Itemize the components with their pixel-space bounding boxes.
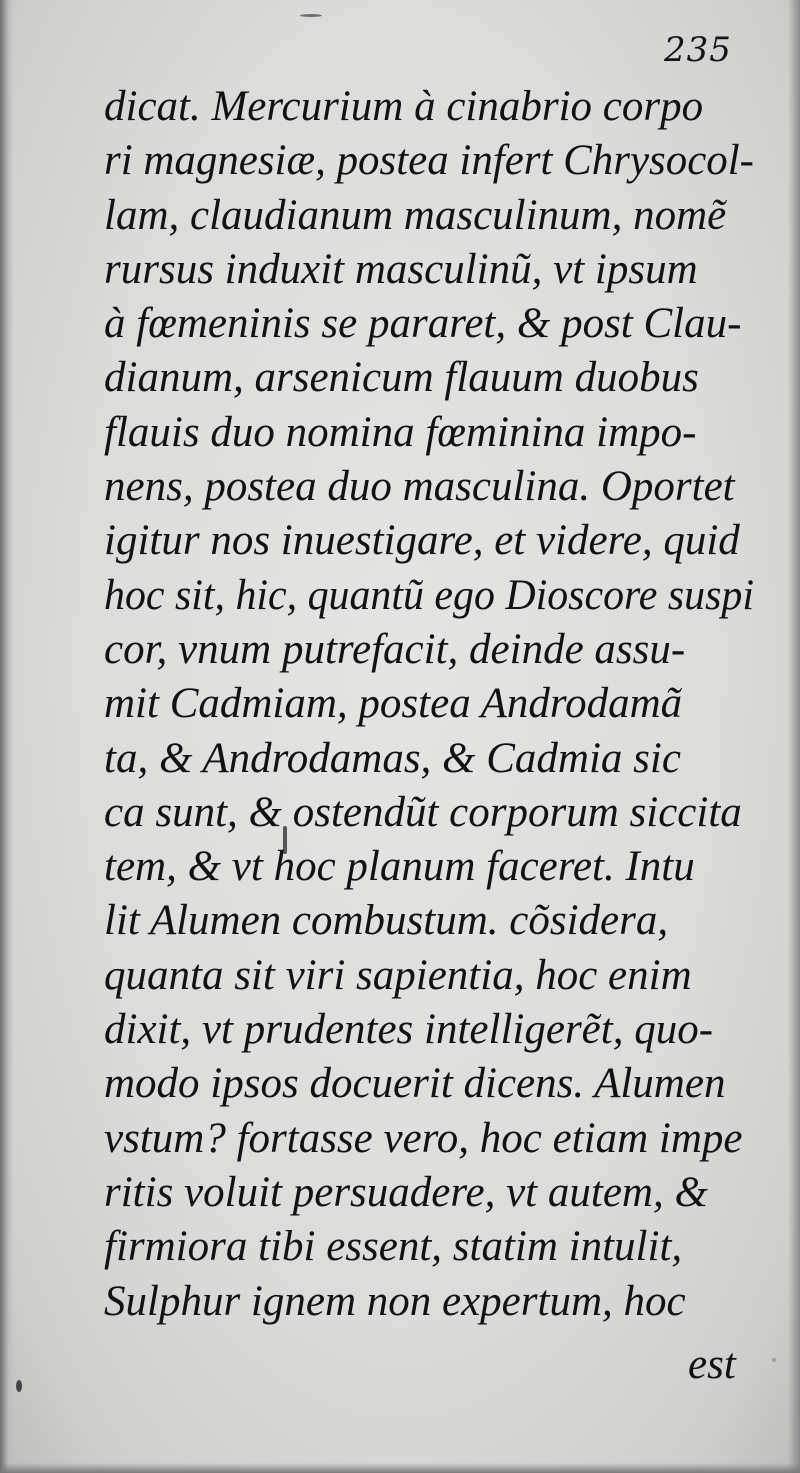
page-number: 235 [664,30,732,70]
text-line: ritis voluit persuadere, vt autem, & [104,1168,708,1216]
text-line: lit Alumen combustum. cõsidera, [104,897,669,945]
text-line: ta, & Androdamas, & Cadmia sic [104,734,681,782]
text-line: hoc sit, hic, quantũ ego Dioscore suspi [104,571,754,619]
text-line: dianum, arsenicum flauum duobus [104,354,699,402]
text-line: rursus induxit masculinũ, vt ipsum [104,245,698,293]
text-line: quanta sit viri sapientia, hoc enim [104,951,692,999]
text-line: tem, & vt hoc planum faceret. Intu [104,843,695,891]
text-line: dicat. Mercurium à cinabrio corpo [104,83,704,130]
text-line: dixit, vt prudentes intelligerẽt, quo- [104,1006,714,1054]
text-line: ca sunt, & ostendũt corporum siccita [104,788,742,836]
paper-speck [16,1380,22,1392]
page-left-edge-shadow [0,0,14,1473]
text-line: modo ipsos docuerit dicens. Alumen [104,1060,726,1108]
text-line: cor, vnum putrefacit, deinde assu- [104,625,686,673]
text-line: mit Cadmiam, postea Androdamã [104,680,683,728]
text-line: vstum? fortasse vero, hoc etiam impe [104,1114,743,1162]
text-line: à fœmeninis se pararet, & post Clau- [104,300,742,348]
catchword: est [688,1341,736,1388]
text-line: Sulphur ignem non expertum, hoc [104,1277,686,1325]
body-text [104,80,754,1329]
page-right-edge-shadow [788,0,800,1473]
text-line: nens, postea duo masculina. Oportet [104,463,735,511]
text-line: firmiora tibi essent, statim intulit, [104,1223,683,1271]
text-line: ri magnesiæ, postea infert Chrysocol- [104,137,754,185]
paper-speck [772,1358,776,1362]
text-line: lam, claudianum masculinum, nomẽ [104,191,727,239]
paper-speck [300,14,322,17]
text-line: flauis duo nomina fœminina impo- [104,408,697,456]
page-bottom-edge-shadow [0,1463,800,1473]
text-line: igitur nos inuestigare, et videre, quid [104,517,740,565]
